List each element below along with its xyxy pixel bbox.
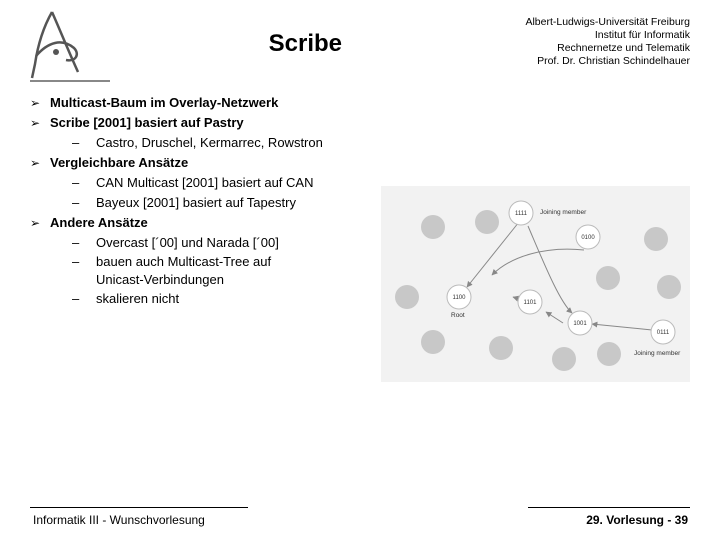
node-label: 1101	[523, 300, 537, 306]
footer-course: Informatik III - Wunschvorlesung	[33, 513, 205, 527]
node-label: 0111	[656, 330, 670, 336]
joining-member-label: Joining member	[540, 209, 587, 216]
overlay-node	[552, 347, 576, 371]
route-arrow	[546, 312, 563, 323]
node-label: 1001	[573, 321, 587, 327]
node-label: 1100	[452, 295, 466, 301]
overlay-node	[644, 227, 668, 251]
overlay-node	[395, 285, 419, 309]
sub-bullet-item: – Castro, Druschel, Kermarrec, Rowstron	[30, 133, 350, 153]
overlay-node	[657, 275, 681, 299]
sub-bullet-item: – Bayeux [2001] basiert auf Tapestry	[30, 193, 350, 213]
institution-line: Institut für Informatik	[594, 29, 690, 41]
route-arrow	[592, 324, 652, 330]
overlay-node	[489, 336, 513, 360]
bullet-item: ➢ Multicast-Baum im Overlay-Netzwerk	[30, 93, 350, 113]
footer-divider	[30, 507, 248, 508]
institution-line: Albert-Ludwigs-Universität Freiburg	[525, 16, 690, 28]
institution-block	[430, 16, 690, 68]
slide-title: Scribe	[268, 30, 342, 57]
overlay-node	[596, 266, 620, 290]
bullet-list	[30, 93, 350, 309]
university-logo	[30, 8, 108, 86]
joining-member-label: Joining member	[634, 350, 681, 357]
overlay-node	[475, 210, 499, 234]
node-label: 1111	[514, 211, 528, 217]
institution-line: Prof. Dr. Christian Schindelhauer	[537, 55, 690, 67]
scribe-tree-diagram	[381, 186, 690, 382]
sub-bullet-item: – bauen auch Multicast-Tree auf Unicast-Verbindungen	[30, 253, 321, 289]
root-label: Root	[451, 312, 465, 319]
bullet-item: ➢ Andere Ansätze	[30, 213, 350, 233]
sub-bullet-item: – CAN Multicast [2001] basiert auf CAN	[30, 173, 350, 193]
sub-bullet-item: – Overcast [´00] und Narada [´00]	[30, 233, 350, 253]
sub-bullet-item: – skalieren nicht	[30, 289, 350, 309]
route-arrow	[492, 249, 584, 275]
bullet-item: ➢ Vergleichbare Ansätze	[30, 153, 350, 173]
footer-divider	[528, 507, 690, 508]
overlay-node	[421, 330, 445, 354]
logo-underline	[30, 80, 110, 82]
node-label: 0100	[581, 235, 595, 241]
overlay-node	[421, 215, 445, 239]
overlay-node	[597, 342, 621, 366]
footer-page-number: 29. Vorlesung - 39	[586, 513, 688, 527]
bullet-item: ➢ Scribe [2001] basiert auf Pastry	[30, 113, 350, 133]
institution-line: Rechnernetze und Telematik	[557, 42, 690, 54]
